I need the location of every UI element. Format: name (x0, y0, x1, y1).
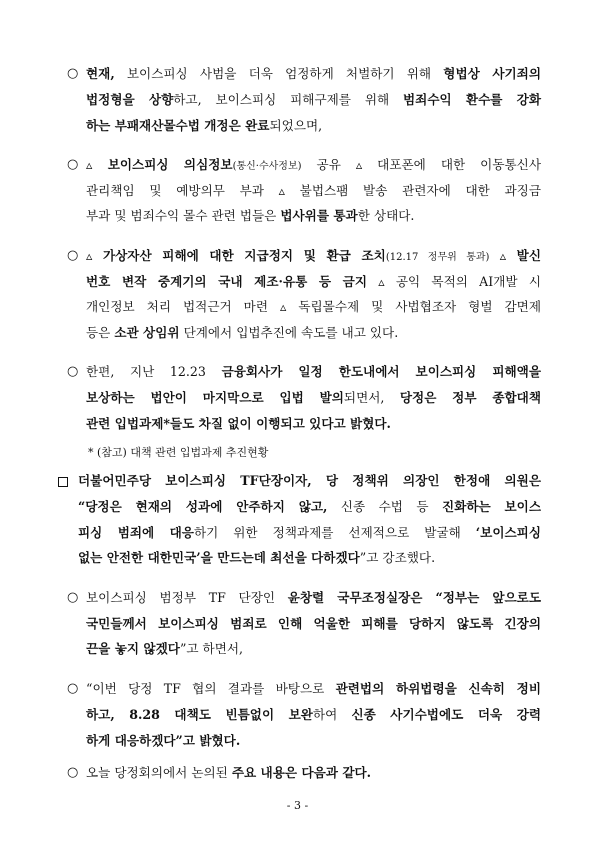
text-run: ”고 강조했다. (359, 550, 436, 565)
text-line (78, 525, 541, 541)
text-bold: 소관 상임위 (114, 325, 180, 340)
text-line (86, 733, 240, 749)
text-run: 보이스피싱 범정부 TF 단장인 (86, 590, 288, 605)
text-line (78, 499, 541, 515)
text-run: 신종 수법 등 (327, 499, 443, 514)
text-line (86, 118, 322, 134)
text-line (86, 707, 541, 723)
text-bold: 보이스피싱 의심정보 (92, 157, 233, 172)
text-line (86, 92, 541, 108)
text-bold: 형법상 사기죄의 (443, 66, 541, 81)
text-line (86, 590, 541, 606)
text-bold: 금융회사가 일정 한도내에서 보이스피싱 피해액을 (221, 364, 542, 379)
text-line (86, 364, 541, 380)
text-bold: 윤창렬 국무조정실장은 “정부는 앞으로도 (287, 590, 541, 605)
text-line (86, 416, 391, 432)
text-line (86, 66, 541, 82)
text-run: 하기 위한 정책과제를 선제적으로 발굴해 (193, 525, 476, 540)
text-line (86, 681, 541, 697)
text-bold: 신종 사기수법에도 더욱 강력 (351, 707, 542, 722)
text-bold: 범죄수익 환수를 강화 (403, 92, 541, 107)
text-run: 부과 및 범죄수익 몰수 관련 법들은 (86, 208, 281, 223)
text-run: 단계에서 입법추진에 속도를 내고 있다. (179, 325, 399, 340)
text-run: 한 상태다. (357, 208, 415, 223)
text-bold: 당정은 정부 종합대책 (399, 390, 541, 405)
text-small: (12.17 정무위 통과) (385, 252, 490, 263)
text-bold: 끈을 놓지 않겠다 (86, 641, 180, 656)
text-bold: 피싱 범죄에 대응 (78, 525, 194, 540)
text-run: 대포폰에 대한 이동통신사 (362, 157, 541, 172)
text-bold: 더불어민주당 보이스피싱 TF단장이자, 당 정책위 의장인 한정애 의원은 (78, 473, 541, 488)
text-bold: 국민들께서 보이스피싱 범죄로 인해 억울한 피해를 당하지 않도록 긴장의 (86, 616, 541, 631)
text-bold: 없는 안전한 대한민국’을 만드는데 최선을 다하겠다 (78, 550, 360, 565)
text-line (86, 274, 541, 290)
text-run: 되면서, (343, 390, 400, 405)
text-run: 공유 (301, 157, 356, 172)
text-run: ”고 하면서, (179, 641, 244, 656)
triangle-bullet-icon: ▵ (355, 157, 363, 172)
text-bold: 하는 부패재산몰수법 개정은 완료 (86, 118, 270, 133)
text-bold: 법정형을 상향 (86, 92, 174, 107)
triangle-bullet-icon: ▵ (86, 157, 93, 172)
text-line (86, 157, 541, 175)
text-bold: 관련 입법과제*들도 차질 없이 이행되고 있다고 밝혔다. (86, 416, 391, 431)
text-run: 등은 (86, 325, 115, 340)
circle-bullet-icon: ○ (67, 248, 79, 263)
text-line (86, 208, 414, 224)
text-line (86, 390, 541, 406)
text-line: 관리책임 및 예방의무 부과 ▵ 불법스팸 발송 관련자에 대한 과징금 (86, 183, 541, 198)
text-bold: 가상자산 피해에 대한 지급정지 및 환급 조치 (92, 248, 386, 263)
page-number: - 3 - (286, 799, 309, 812)
text-line (86, 325, 398, 341)
text-line (86, 641, 243, 657)
text-bold: 법사위를 통과 (280, 208, 358, 223)
text-line (86, 616, 541, 632)
text-bold: 진화하는 보이스 (442, 499, 542, 514)
text-run: “이번 당정 TF 협의 결과를 바탕으로 (86, 681, 336, 696)
text-run: 하여 (312, 707, 352, 722)
text-bold: 하고, 8.28 대책도 빈틈없이 보완 (86, 707, 313, 722)
text-bold: “당정은 현재의 성과에 안주하지 않고, (78, 499, 328, 514)
text-small: (통신·수사정보) (232, 161, 302, 172)
text-bold: 번호 변작 중계기의 국내 제조·유통 등 금지 (86, 274, 367, 289)
text-line (86, 248, 541, 266)
circle-bullet-icon: ○ (67, 681, 79, 696)
text-line: 개인정보 처리 법적근거 마련 ▵ 독립몰수제 및 사법협조자 형벌 감면제 (86, 299, 541, 314)
triangle-bullet-icon: ▵ (499, 248, 507, 263)
text-bold: ‘보이스피싱 (475, 525, 541, 540)
text-bold: 관련법의 하위법령을 신속히 정비 (335, 681, 541, 696)
text-run: 되었으며, (269, 118, 323, 133)
text-run (367, 274, 378, 289)
circle-bullet-icon: ○ (67, 590, 79, 605)
text-run: 오늘 당정회의에서 논의된 (86, 765, 232, 780)
text-run: 공익 목적의 AI개발 시 (384, 274, 541, 289)
footnote-reference: * (참고) 대책 관련 입법과제 추진현황 (88, 446, 269, 459)
text-line (78, 550, 435, 566)
circle-bullet-icon: ○ (67, 364, 79, 379)
text-run: 하고, 보이스피싱 피해구제를 위해 (173, 92, 404, 107)
text-line (86, 765, 371, 781)
text-bold: 하게 대응하겠다”고 밝혔다. (86, 733, 241, 748)
circle-bullet-icon: ○ (67, 66, 79, 81)
triangle-bullet-icon: ▵ (378, 274, 385, 289)
text-bold: 현재, (86, 66, 115, 81)
text-bold: 주요 내용은 다음과 같다. (231, 765, 372, 780)
text-bold: 발신 (506, 248, 541, 263)
circle-bullet-icon: ○ (67, 157, 79, 172)
triangle-bullet-icon: ▵ (86, 248, 93, 263)
circle-bullet-icon: ○ (67, 765, 79, 780)
text-bold: 보상하는 법안이 마지막으로 입법 발의 (86, 390, 344, 405)
text-run (489, 248, 499, 263)
text-run: 보이스피싱 사범을 더욱 엄정하게 처벌하기 위해 (114, 66, 444, 81)
square-bullet-icon (58, 477, 68, 487)
text-run: 한편, 지난 12.23 (86, 364, 222, 379)
text-line (78, 473, 541, 489)
